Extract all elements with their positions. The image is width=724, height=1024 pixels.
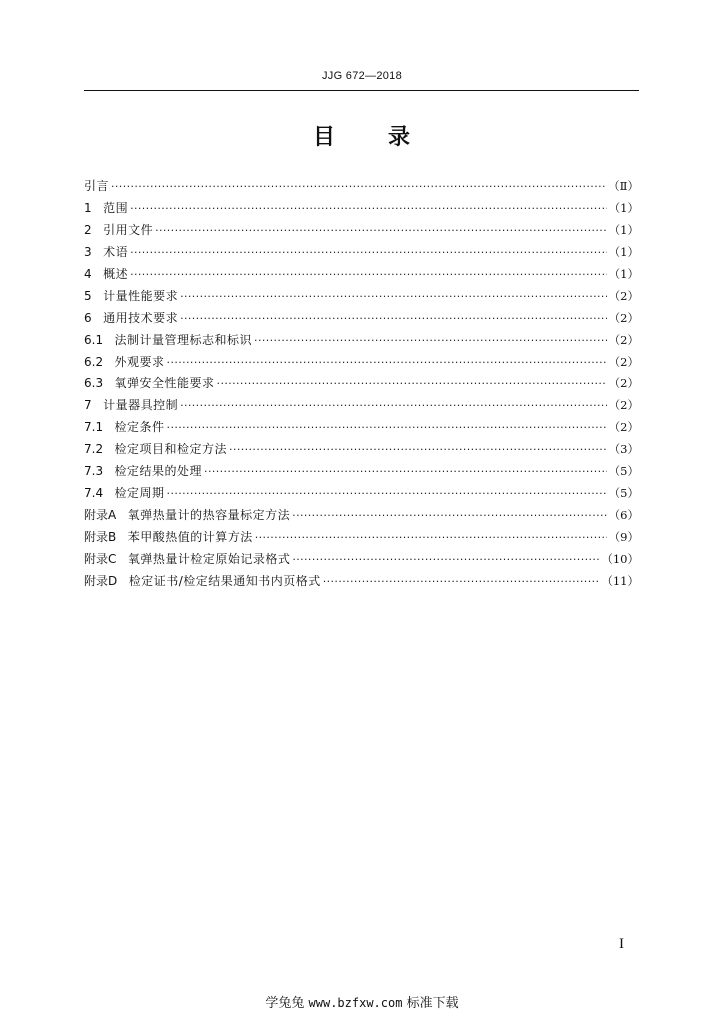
toc-entry[interactable]: [84, 417, 639, 439]
toc-leader-dots: [292, 505, 607, 527]
toc-entry-title: 引言: [84, 179, 110, 193]
toc-entry-title: 氧弹热量计检定原始记录格式: [127, 551, 291, 566]
toc-entry-title: 氧弹安全性能要求: [114, 376, 215, 391]
toc-leader-dots: [167, 352, 607, 374]
toc-entry-title: 氧弹热量计的热容量标定方法: [127, 508, 291, 523]
toc-entry[interactable]: [84, 264, 639, 286]
toc-leader-dots: [229, 439, 607, 461]
toc-leader-dots: [180, 395, 607, 417]
toc-entry-number: 附录A: [84, 508, 128, 523]
toc-entry-title: 苯甲酸热值的计算方法: [127, 530, 253, 544]
table-of-contents: [84, 176, 639, 593]
toc-entry[interactable]: [84, 198, 639, 220]
toc-entry-number: 7.1: [84, 420, 115, 435]
toc-leader-dots: [155, 220, 607, 242]
toc-leader-dots: [204, 461, 607, 483]
toc-leader-dots: [167, 417, 607, 439]
page-number: I: [619, 936, 624, 952]
toc-entry[interactable]: [84, 330, 639, 352]
toc-entry-number: 附录C: [84, 551, 128, 566]
toc-entry-page: （9）: [608, 530, 639, 544]
toc-leader-dots: [130, 242, 607, 264]
watermark-site: 学兔兔: [265, 996, 305, 1011]
toc-entry-number: 3: [84, 244, 104, 259]
toc-leader-dots: [167, 483, 607, 505]
toc-entry-title: 概述: [103, 266, 129, 281]
toc-entry[interactable]: [84, 395, 639, 417]
toc-entry-page: （3）: [608, 442, 639, 457]
toc-entry-page: （10）: [601, 551, 639, 566]
toc-entry-title: 范围: [103, 200, 129, 215]
toc-entry-title: 法制计量管理标志和标识: [114, 332, 253, 347]
toc-entry-number: 7.3: [84, 464, 115, 479]
toc-leader-dots: [130, 264, 607, 286]
toc-entry[interactable]: [84, 286, 639, 308]
toc-entry-page: （6）: [608, 508, 639, 523]
toc-entry-number: 附录D: [84, 573, 129, 588]
watermark-label: 标准下载: [406, 996, 459, 1011]
toc-entry-page: （2）: [608, 332, 639, 347]
toc-entry-title: 计量性能要求: [103, 288, 179, 303]
toc-entry-title: 检定证书/检定结果通知书内页格式: [128, 573, 321, 588]
toc-entry[interactable]: [84, 220, 639, 242]
watermark-footer[interactable]: [0, 992, 724, 1011]
toc-entry-page: （2）: [608, 310, 639, 325]
toc-entry-page: （1）: [608, 244, 639, 259]
toc-entry-page: （1）: [608, 222, 639, 237]
toc-entry[interactable]: [84, 483, 639, 505]
toc-entry-number: 4: [84, 266, 104, 281]
toc-entry-title: 计量器具控制: [103, 398, 179, 413]
toc-entry-title: 检定结果的处理: [114, 464, 203, 479]
toc-entry-page: （2）: [608, 398, 639, 413]
toc-entry[interactable]: [84, 505, 639, 527]
toc-entry[interactable]: [84, 352, 639, 374]
toc-entry-page: （5）: [608, 486, 639, 501]
title-char-2: 录: [388, 125, 412, 150]
toc-entry-page: （5）: [608, 464, 639, 479]
toc-entry-number: 5: [84, 288, 104, 303]
toc-entry-page: （11）: [601, 573, 639, 588]
toc-entry[interactable]: [84, 461, 639, 483]
toc-entry-number: 6.2: [84, 354, 115, 369]
toc-entry-page: （2）: [608, 376, 639, 391]
header-rule: [84, 90, 639, 91]
toc-entry[interactable]: [84, 176, 639, 198]
toc-leader-dots: [111, 176, 606, 198]
toc-entry[interactable]: [84, 439, 639, 461]
toc-entry-number: 2: [84, 222, 104, 237]
toc-leader-dots: [255, 527, 607, 549]
toc-entry-title: 术语: [103, 244, 129, 259]
toc-entry-title: 检定条件: [114, 420, 165, 435]
toc-entry-page: （2）: [608, 420, 639, 435]
toc-entry[interactable]: [84, 373, 639, 395]
toc-entry[interactable]: [84, 571, 639, 593]
toc-entry-number: 6: [84, 310, 104, 325]
toc-leader-dots: [292, 549, 599, 571]
toc-entry-number: 6.1: [84, 332, 115, 347]
title-char-1: 目: [312, 125, 336, 150]
toc-entry-number: 附录B: [84, 530, 128, 544]
toc-entry-title: 检定周期: [114, 486, 165, 501]
toc-entry[interactable]: [84, 527, 639, 549]
toc-leader-dots: [180, 286, 607, 308]
page-title: [0, 120, 724, 151]
toc-entry-number: 7.4: [84, 486, 115, 501]
toc-entry-page: （1）: [608, 266, 639, 281]
watermark-url[interactable]: www.bzfxw.com: [308, 996, 403, 1010]
toc-leader-dots: [217, 373, 607, 395]
toc-entry-number: 1: [84, 200, 104, 215]
toc-entry-title: 通用技术要求: [103, 310, 179, 325]
toc-entry-title: 外观要求: [114, 354, 165, 369]
standard-code: JJG 672—2018: [321, 70, 403, 82]
toc-entry-number: 7.2: [84, 442, 115, 457]
toc-leader-dots: [254, 330, 607, 352]
toc-leader-dots: [180, 308, 607, 330]
toc-entry-page: （1）: [608, 200, 639, 215]
toc-entry-page: （Ⅱ）: [608, 179, 639, 193]
toc-entry[interactable]: [84, 242, 639, 264]
toc-entry-number: 6.3: [84, 376, 115, 391]
toc-entry-number: 7: [84, 398, 104, 413]
toc-entry[interactable]: [84, 308, 639, 330]
toc-entry-page: （2）: [608, 288, 639, 303]
toc-leader-dots: [130, 198, 607, 220]
toc-entry-page: （2）: [608, 354, 639, 369]
toc-entry-title: 检定项目和检定方法: [114, 442, 228, 457]
toc-entry-title: 引用文件: [103, 222, 154, 237]
toc-entry[interactable]: [84, 549, 639, 571]
toc-leader-dots: [323, 571, 600, 593]
